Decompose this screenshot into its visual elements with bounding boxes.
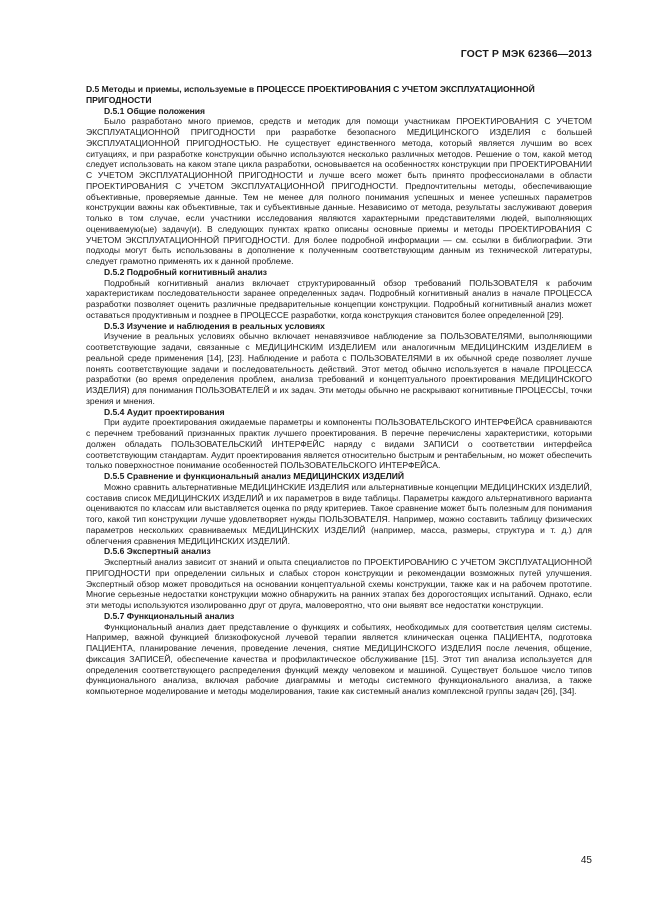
paragraph-d5-4: При аудите проектирования ожидаемые параметры и компоненты ПОЛЬЗОВАТЕЛЬСКОГО ИНТЕРФЕЙСА сравниваются с перечнем требований признанных практик лучшего проектирования. В перечне перечислены характеристики, которыми должен обладать ПОЛЬЗОВАТЕЛЬСКИЙ ИНТЕРФЕЙС наряду с видами ЗАПИСИ о соответствии интерфейса соответствующим стандартам. Аудит проектирования является относительно быстрым и рентабельным, но может обеспечить только поверхностное понимание особенностей ПОЛЬЗОВАТЕЛЬСКОГО ИНТЕРФЕЙСА.: [86, 417, 592, 471]
section-heading-d5-5: D.5.5 Сравнение и функциональный анализ МЕДИЦИНСКИХ ИЗДЕЛИЙ: [104, 471, 405, 481]
section-heading-d5-2: D.5.2 Подробный когнитивный анализ: [104, 266, 268, 277]
document-standard-id: ГОСТ Р МЭК 62366—2013: [460, 48, 592, 60]
section-heading-d5: D.5 Методы и приемы, используемые в ПРОЦЕССЕ ПРОЕКТИРОВАНИЯ С УЧЕТОМ ЭКСПЛУАТАЦИОННОЙ ПРИГОДНОСТИ: [86, 84, 535, 105]
page-number: 45: [580, 855, 592, 866]
paragraph-d5-6: Экспертный анализ зависит от знаний и опыта специалистов по ПРОЕКТИРОВАНИЮ С УЧЕТОМ ЭКСПЛУАТАЦИОННОЙ ПРИГОДНОСТИ при определении сильных и слабых сторон конструкции и рекомендации возможных путей улучшения. Экспертный обзор может проводиться на основании концептуальной схемы конструкции, также как и на рабочем прототипе. Многие серьезные недостатки конструкции можно обнаружить на ранних этапах без дорогостоящих испытаний. Однако, если эти методы используются изолированно друг от друга, маловероятно, что они выявят все недостатки конструкции.: [86, 557, 592, 610]
paragraph-d5-3: Изучение в реальных условиях обычно включает ненавязчивое наблюдение за ПОЛЬЗОВАТЕЛЯМИ, выполняющими соответствующие задачи, связанные с МЕДИЦИНСКИМ ИЗДЕЛИЕМ или аналогичным МЕДИЦИНСКИМ ИЗДЕЛИЕМ в реальной среде применения [14], [23]. Наблюдение и работа с ПОЛЬЗОВАТЕЛЯМИ в их обычной среде позволяет лучше понять соответствующие задачи и последовательность действий. Этот метод обычно используется в начале ПРОЦЕССА разработки (во время определения проблем, анализа требований и концептуального проектирования МЕДИЦИНСКОГО ИЗДЕЛИЯ) для понимания ПОЛЬЗОВАТЕЛЕЙ и их задач. Эти методы обычно не раскрывают когнитивные ПРОЦЕССЫ, точки зрения и мнения.: [86, 331, 592, 406]
paragraph-d5-5: Можно сравнить альтернативные МЕДИЦИНСКИЕ ИЗДЕЛИЯ или альтернативные концепции МЕДИЦИНСКИХ ИЗДЕЛИЙ, составив список МЕДИЦИНСКИХ ИЗДЕЛИЙ и их параметров в виде таблицы. Параметры каждого альтернативного варианта оцениваются по классам или выставляется оценка по ряду критериев. Такое сравнение может быть полезным для понимания того, какой тип конструкции лучше удовлетворяет нужды ПОЛЬЗОВАТЕЛЯ. Например, можно составить таблицу физических параметров нескольких сравниваемых МЕДИЦИНСКИХ ИЗДЕЛИЙ (например, масса, размеры, структура и т. д.) для облегчения сравнения МЕДИЦИНСКИХ ИЗДЕЛИЙ.: [86, 481, 592, 546]
section-heading-d5-7: D.5.7 Функциональный анализ: [104, 610, 235, 621]
paragraph-d5-7: Функциональный анализ дает представление о функциях и событиях, необходимых для соответствия целям системы. Например, важной функцией близкофокусной лучевой терапии является клиническая оценка ПАЦИЕНТА, подготовка ПАЦИЕНТА, планирование лечения, проведение лечения, снятие МЕДИЦИНСКОГО ИЗДЕЛИЯ после лечения, общение, фиксация ЗАПИСЕЙ, обеспечение качества и профилактическое обслуживание [15]. Этот тип анализа используется для определения соответствующего распределения функций между человеком и машиной. Существует большое число типов функционального анализа, включая рабочие диаграммы и методы системного функционального анализа, а также компьютерное моделирование и методы моделирования, такие как системный анализ комплексной группы задач [26], [34].: [86, 621, 592, 696]
section-heading-d5-6: D.5.6 Экспертный анализ: [104, 546, 211, 557]
paragraph-d5-2: Подробный когнитивный анализ включает структурированный обзор требований ПОЛЬЗОВАТЕЛЯ к рабочим характеристикам последовательности заранее определенных задач. Подробный когнитивный анализ в начале ПРОЦЕССА разработки позволяет оценить различные предварительные концепции конструкции. Подробный когнитивный анализ может оставаться продуктивным и позднее в ПРОЦЕССЕ разработки, когда конструкция становится более определенной [29].: [86, 277, 592, 320]
section-heading-d5-1: D.5.1 Общие положения: [104, 105, 206, 116]
paragraph-d5-1: Было разработано много приемов, средств и методик для помощи участникам ПРОЕКТИРОВАНИЯ С УЧЕТОМ ЭКСПЛУАТАЦИОННОЙ ПРИГОДНОСТИ при разработке безопасного МЕДИЦИНСКОГО ИЗДЕЛИЯ с большей ЭКСПЛУАТАЦИОННОЙ ПРИГОДНОСТЬЮ. Не существует единственного метода, который является лучшим во всех ситуациях, и при разработке конструкции обычно используются несколько различных методов. Решение о том, какой метод следует использовать на каком этапе цикла разработки, основывается на особенностях конструкции при ПРОЕКТИРОВАНИИ С УЧЕТОМ ЭКСПЛУАТАЦИОННОЙ ПРИГОДНОСТИ и лучше всего может быть принято профессионалами в области ПРОЕКТИРОВАНИЯ С УЧЕТОМ ЭКСПЛУАТАЦИОННОЙ ПРИГОДНОСТИ. Предпочтительны методы, обеспечивающие объективные, проверяемые данные. Тем не менее для полного понимания успешных и менее успешных параметров конструкции важны как объективные, так и субъективные данные. Независимо от метода, результаты заслуживают доверия только в том случае, если участники исследования являются характерными представителями людей, выполняющих оцениваемую(ые) задачу(и). В следующих пунктах кратко описаны основные приемы и методы ПРОЕКТИРОВАНИЯ С УЧЕТОМ ЭКСПЛУАТАЦИОННОЙ ПРИГОДНОСТИ. Для более подробной информации — см. ссылки в библиографии. Эти подходы могут быть использованы в дополнение к полученным соответствующим данным из технической литературы, следует грамотно применять их к данной проблеме.: [86, 116, 592, 266]
document-body: [86, 84, 592, 697]
section-heading-d5-3: D.5.3 Изучение и наблюдения в реальных условиях: [104, 320, 325, 331]
section-heading-d5-4: D.5.4 Аудит проектирования: [104, 406, 225, 417]
